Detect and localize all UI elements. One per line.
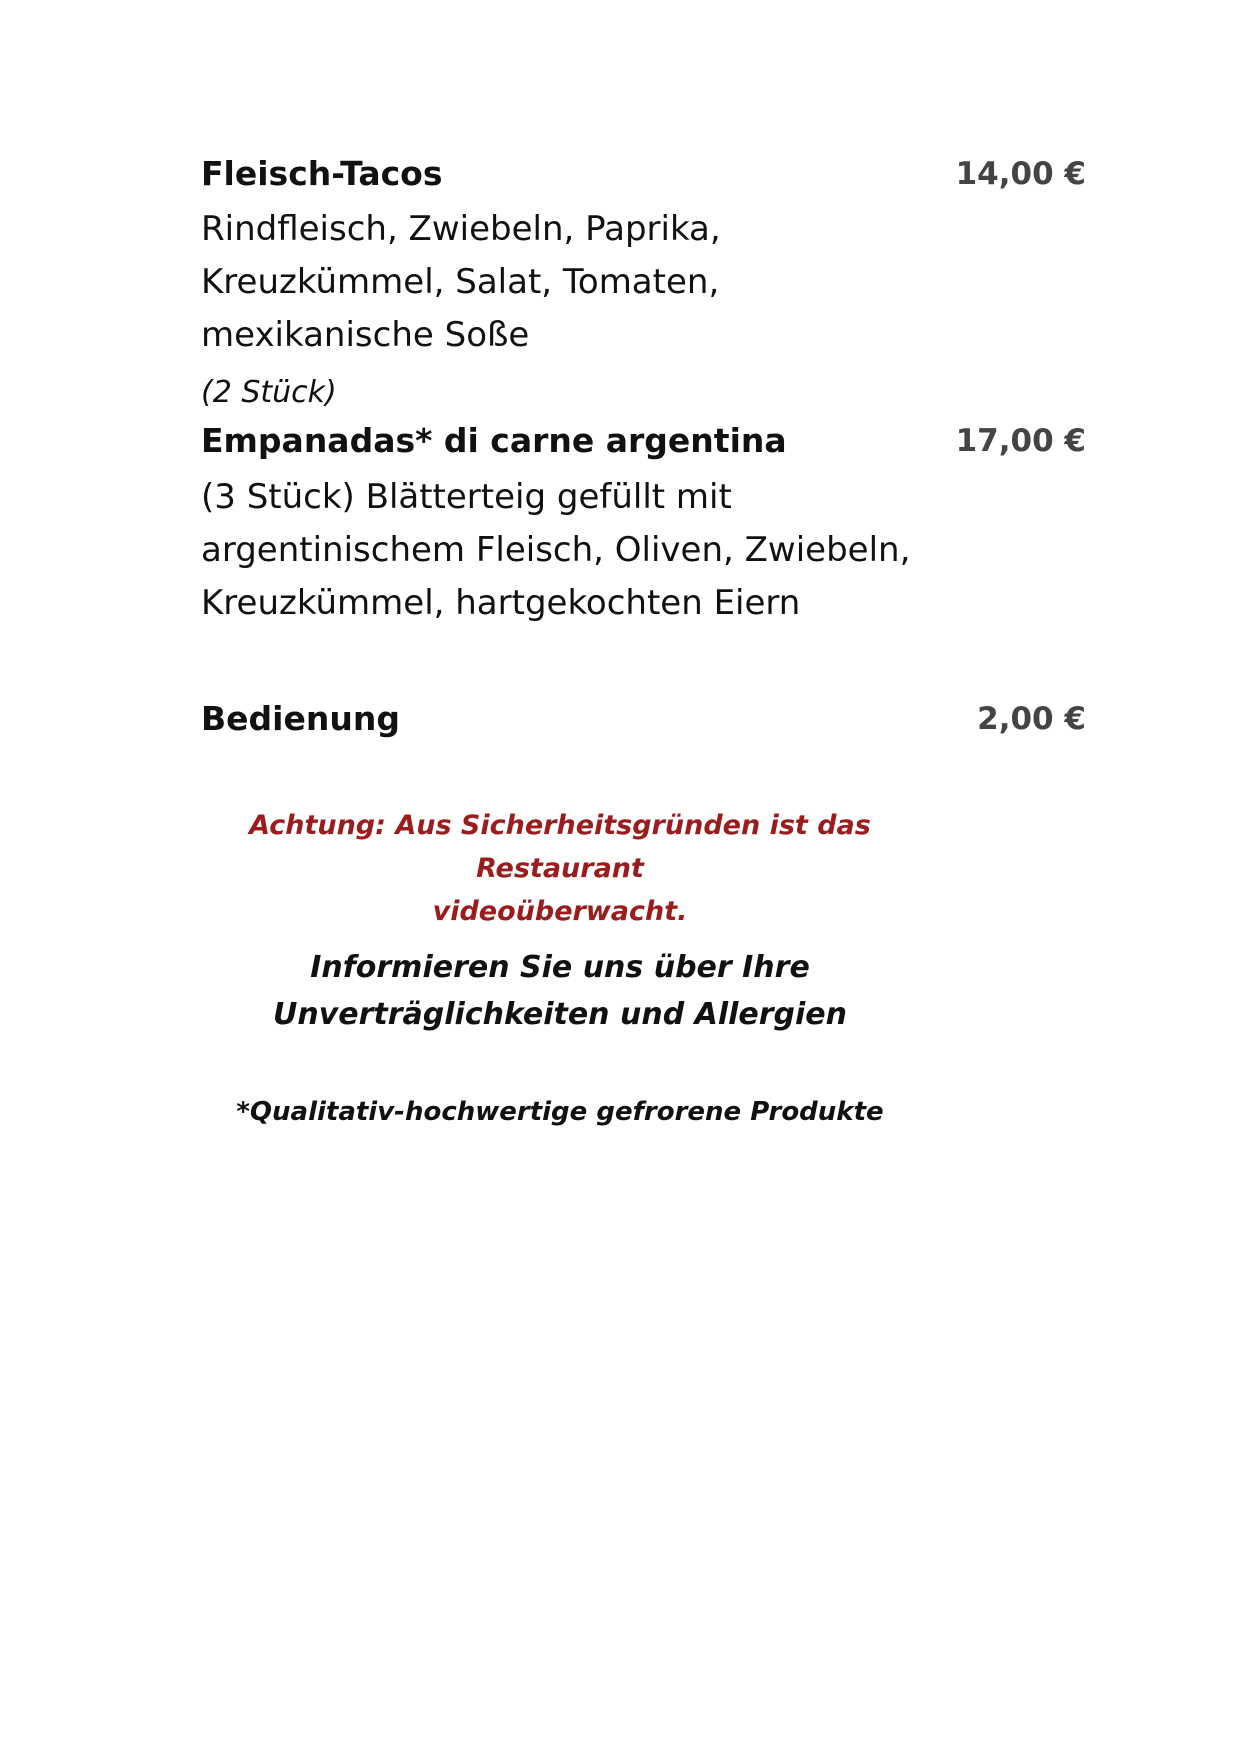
- item-description-line: mexikanische Soße: [201, 315, 530, 355]
- frozen-products-footnote: *Qualitativ-hochwertige gefrorene Produkte: [236, 1097, 884, 1127]
- item-description-line: argentinischem Fleisch, Oliven, Zwiebeln,: [201, 530, 911, 570]
- allergy-notice: [180, 944, 940, 1038]
- item-description-line: Kreuzkümmel, Salat, Tomaten,: [201, 262, 720, 302]
- item-name-bedienung: Bedienung: [201, 699, 400, 738]
- item-price-fleisch-tacos: 14,00 €: [955, 156, 1086, 192]
- item-description-line: Kreuzkümmel, hartgekochten Eiern: [201, 583, 801, 623]
- item-price-bedienung: 2,00 €: [977, 701, 1086, 737]
- item-quantity: (2 Stück): [201, 375, 337, 410]
- warning-line: Achtung: Aus Sicherheitsgründen ist das Restaurant: [249, 810, 871, 884]
- allergy-line: Unverträglichkeiten und Allergien: [273, 997, 847, 1032]
- item-name-empanadas: Empanadas* di carne argentina: [201, 421, 787, 460]
- video-surveillance-warning: [180, 804, 940, 933]
- warning-line: videoüberwacht.: [432, 896, 688, 927]
- item-description-line: Rindfleisch, Zwiebeln, Paprika,: [201, 209, 721, 249]
- item-name-fleisch-tacos: Fleisch-Tacos: [201, 154, 443, 193]
- allergy-line: Informieren Sie uns über Ihre: [310, 950, 810, 985]
- item-description-line: (3 Stück) Blätterteig gefüllt mit: [201, 477, 732, 517]
- item-price-empanadas: 17,00 €: [955, 423, 1086, 459]
